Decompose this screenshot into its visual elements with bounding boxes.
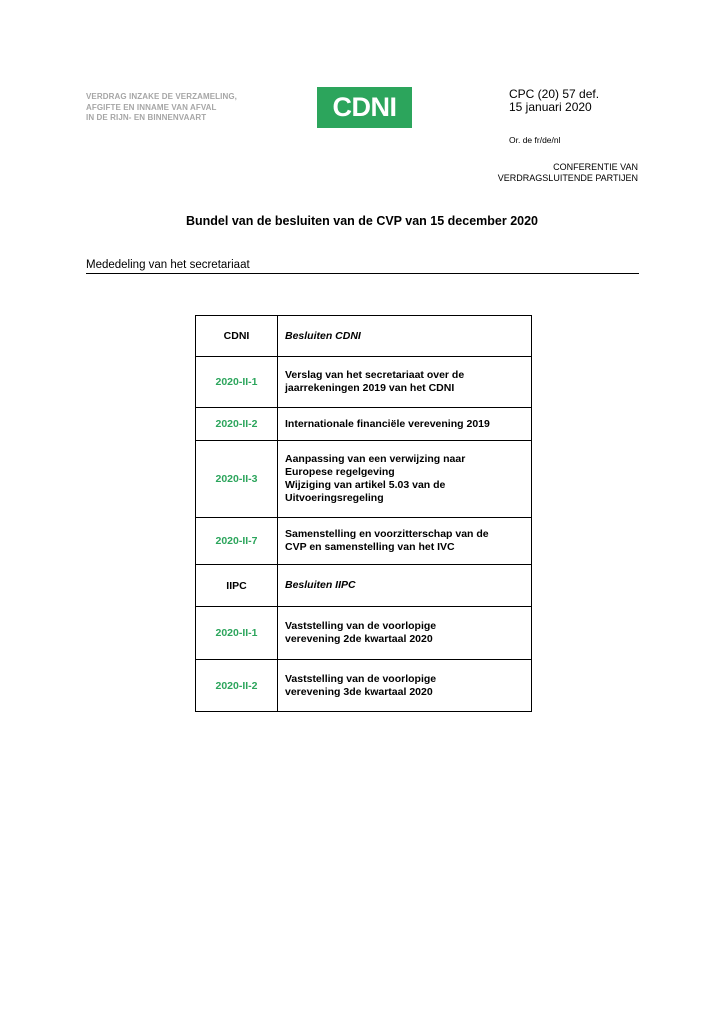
section-code: IIPC xyxy=(196,565,278,607)
section-title: Besluiten CDNI xyxy=(278,316,532,357)
decision-code: 2020-II-1 xyxy=(196,357,278,408)
decision-description: Vaststelling van de voorlopige verevening 3de kwartaal 2020 xyxy=(278,660,532,712)
table-row xyxy=(196,357,532,408)
table-row xyxy=(196,565,532,607)
conference-line-2: VERDRAGSLUITENDE PARTIJEN xyxy=(497,173,638,183)
decision-code: 2020-II-2 xyxy=(196,660,278,712)
table-row xyxy=(196,607,532,660)
original-languages: Or. de fr/de/nl xyxy=(509,135,561,145)
table-row xyxy=(196,316,532,357)
page-title: Bundel van de besluiten van de CVP van 15 december 2020 xyxy=(186,214,538,228)
decision-description: Aanpassing van een verwijzing naar Europese regelgeving Wijziging van artikel 5.03 van de Uitvoeringsregeling xyxy=(278,441,532,518)
document-reference xyxy=(509,88,599,114)
table-row xyxy=(196,441,532,518)
decision-description: Samenstelling en voorzitterschap van de CVP en samenstelling van het IVC xyxy=(278,518,532,565)
decision-code: 2020-II-7 xyxy=(196,518,278,565)
doc-ref: CPC (20) 57 def. xyxy=(509,87,600,101)
section-code: CDNI xyxy=(196,316,278,357)
section-title: Besluiten IIPC xyxy=(278,565,532,607)
decision-description: Vaststelling van de voorlopige verevening 2de kwartaal 2020 xyxy=(278,607,532,660)
decision-description: Internationale financiële verevening 2019 xyxy=(278,408,532,441)
organization-name xyxy=(86,92,286,124)
decision-code: 2020-II-3 xyxy=(196,441,278,518)
doc-date: 15 januari 2020 xyxy=(509,100,592,114)
notice-heading: Mededeling van het secretariaat xyxy=(86,259,639,274)
org-line-2: AFGIFTE EN INNAME VAN AFVAL xyxy=(86,102,217,112)
decisions-table xyxy=(195,315,532,712)
decision-code: 2020-II-2 xyxy=(196,408,278,441)
cdni-logo: CDNI xyxy=(317,87,412,128)
org-line-3: IN DE RIJN- EN BINNENVAART xyxy=(86,113,207,122)
conference-label xyxy=(418,162,638,184)
conference-line-1: CONFERENTIE VAN xyxy=(553,162,638,172)
table-row xyxy=(196,408,532,441)
table-row xyxy=(196,660,532,712)
table-row xyxy=(196,518,532,565)
decision-code: 2020-II-1 xyxy=(196,607,278,660)
decision-description: Verslag van het secretariaat over de jaarrekeningen 2019 van het CDNI xyxy=(278,357,532,408)
org-line-1: VERDRAG INZAKE DE VERZAMELING, xyxy=(86,92,238,101)
